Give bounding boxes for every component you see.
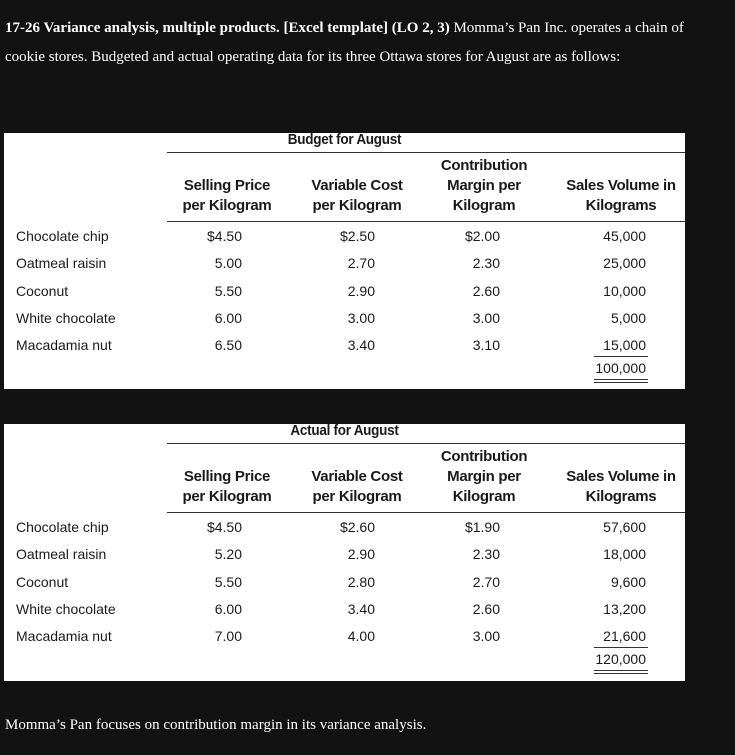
column-header-line: Kilogram [452, 488, 516, 505]
column-header [287, 467, 427, 507]
column-header [551, 467, 691, 507]
column-header-line: per Kilogram [182, 488, 272, 505]
total-rule [594, 356, 648, 357]
table-cell: 10,000 [603, 282, 646, 299]
table-cell: 5.50 [214, 282, 242, 299]
table-cell: 5,000 [610, 309, 646, 326]
table-cell: 5.50 [214, 573, 242, 590]
column-header [287, 176, 427, 216]
table-cell: 2.70 [347, 255, 375, 272]
table-cell: 5.20 [214, 546, 242, 563]
table-cell: 13,200 [603, 600, 646, 617]
table-cell: 4.00 [347, 628, 375, 645]
problem-intro [5, 14, 725, 72]
budget-table-title: Budget for August [287, 131, 402, 148]
product-label: Macadamia nut [16, 337, 112, 354]
table-cell: 2.60 [472, 282, 500, 299]
column-header-line: per Kilogram [182, 197, 272, 214]
product-label: Chocolate chip [16, 228, 109, 244]
table-cell: 5.00 [214, 255, 242, 272]
column-header-line: Sales Volume in [566, 468, 676, 485]
column-header-line: Variable Cost [311, 468, 403, 485]
column-header-line: Sales Volume in [566, 177, 676, 194]
column-header-line: Kilograms [585, 488, 657, 505]
actual-table-title: Actual for August [290, 422, 399, 439]
column-header [157, 176, 297, 216]
table-cell: $2.60 [339, 519, 375, 535]
budget-table [4, 133, 685, 389]
table-cell: 2.70 [472, 573, 500, 590]
product-label: White chocolate [16, 600, 116, 617]
table-cell: $2.00 [464, 228, 500, 244]
actual-table [4, 424, 685, 681]
column-header-line: Selling Price [183, 177, 271, 194]
table-cell: $4.50 [206, 519, 242, 535]
table-cell: 15,000 [603, 337, 646, 354]
column-header [551, 176, 691, 216]
problem-text: Momma’s Pan Inc. operates a chain of cookie stores. Budgeted and actual operating data for its three Ottawa stores for August are as follows: [5, 20, 684, 65]
column-header-line: Contribution [440, 448, 528, 465]
problem-heading: 17-26 Variance analysis, multiple products. [Excel template] (LO 2, 3) [5, 20, 450, 36]
table-cell: 6.00 [214, 309, 242, 326]
table-cell: $1.90 [464, 519, 500, 535]
problem-outro: Momma’s Pan focuses on contribution margin in its variance analysis. [5, 717, 427, 733]
table-cell: 2.30 [472, 255, 500, 272]
column-header-line: Contribution [440, 157, 528, 174]
column-header-line: Kilograms [585, 197, 657, 214]
product-label: Coconut [16, 573, 69, 590]
table-cell: 3.40 [347, 337, 375, 354]
table-cell: 6.00 [214, 600, 242, 617]
total-value: 120,000 [595, 651, 646, 668]
table-cell: 2.60 [472, 600, 500, 617]
column-header-line: Margin per [447, 468, 521, 485]
table-cell: $2.50 [339, 228, 375, 244]
column-header [414, 447, 554, 507]
table-cell: 6.50 [214, 337, 242, 354]
header-underline [167, 221, 685, 222]
total-rule [594, 647, 648, 648]
table-cell: 2.30 [472, 546, 500, 563]
table-cell: 45,000 [603, 228, 646, 244]
column-header-line: Selling Price [183, 468, 271, 485]
table-cell: 9,600 [610, 573, 646, 590]
column-header [157, 467, 297, 507]
column-header-line: Margin per [447, 177, 521, 194]
table-cell: $4.50 [206, 228, 242, 244]
table-cell: 25,000 [603, 255, 646, 272]
table-cell: 18,000 [603, 546, 646, 563]
product-label: Macadamia nut [16, 628, 112, 645]
column-header-line: per Kilogram [312, 488, 402, 505]
table-cell: 21,600 [603, 628, 646, 645]
table-cell: 2.80 [347, 573, 375, 590]
column-header-line: per Kilogram [312, 197, 402, 214]
total-double-rule [594, 379, 648, 383]
title-underline [167, 152, 685, 153]
table-cell: 2.90 [347, 546, 375, 563]
table-cell: 3.00 [347, 309, 375, 326]
table-cell: 3.00 [472, 309, 500, 326]
product-label: Coconut [16, 282, 69, 299]
product-label: Oatmeal raisin [16, 546, 107, 563]
table-cell: 2.90 [347, 282, 375, 299]
total-double-rule [594, 670, 648, 674]
table-cell: 7.00 [214, 628, 242, 645]
product-label: Chocolate chip [16, 519, 109, 535]
product-label: Oatmeal raisin [16, 255, 107, 272]
table-cell: 3.00 [472, 628, 500, 645]
title-underline [167, 443, 685, 444]
header-underline [167, 512, 685, 513]
column-header [414, 156, 554, 216]
product-label: White chocolate [16, 309, 116, 326]
table-cell: 3.10 [472, 337, 500, 354]
table-cell: 3.40 [347, 600, 375, 617]
total-value: 100,000 [595, 360, 646, 377]
column-header-line: Kilogram [452, 197, 516, 214]
table-cell: 57,600 [603, 519, 646, 535]
column-header-line: Variable Cost [311, 177, 403, 194]
